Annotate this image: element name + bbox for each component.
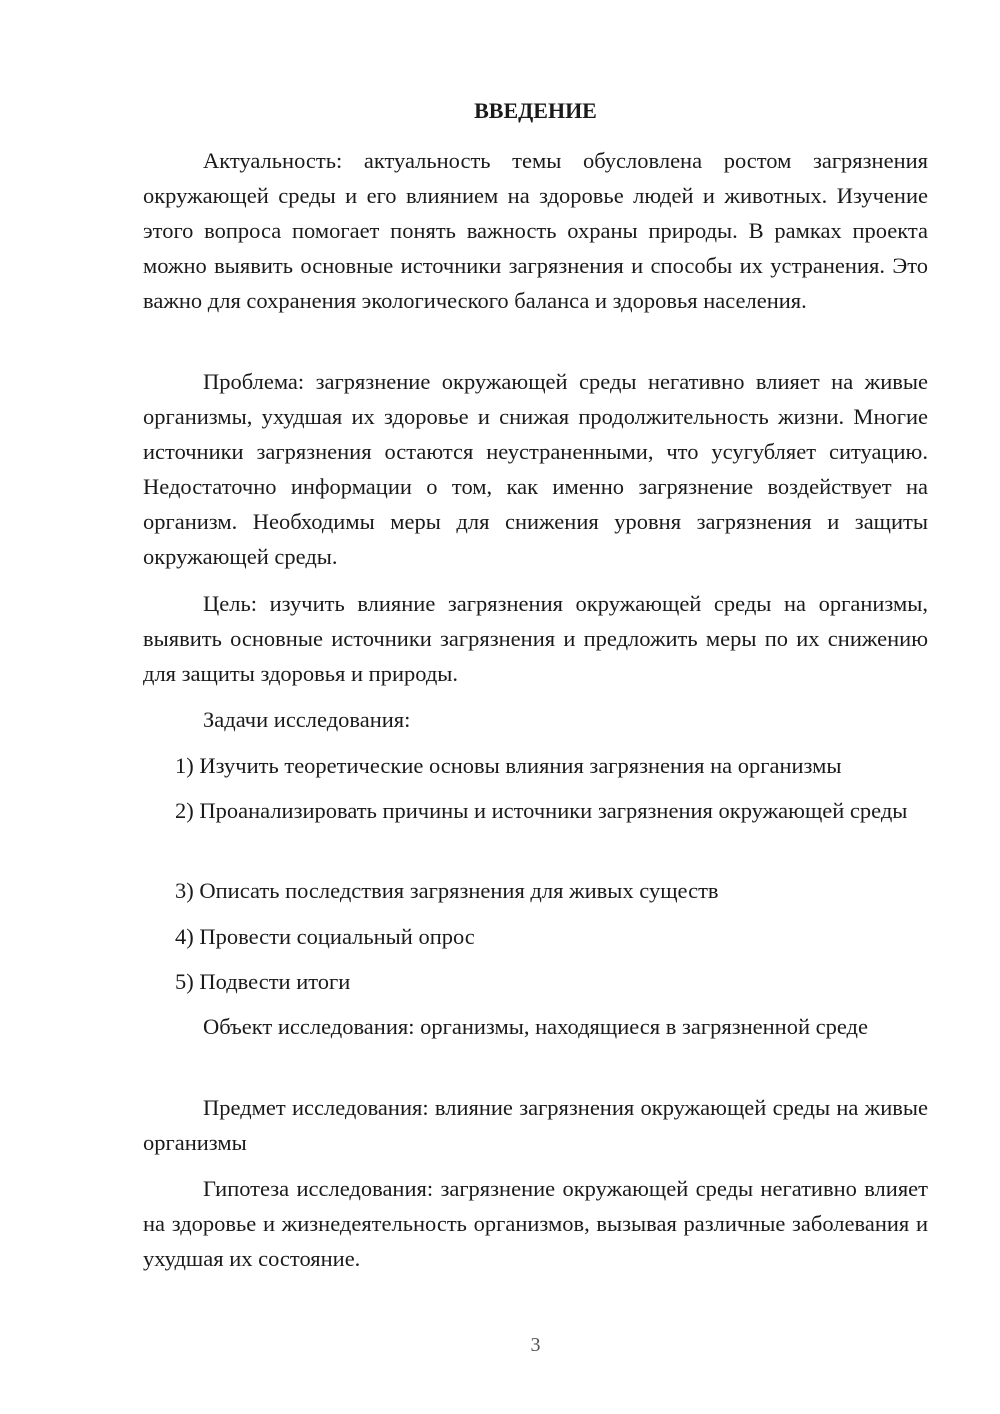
paragraph-problem: Проблема: загрязнение окружающей среды негативно влияет на живые организмы, ухудшая их здоровье и снижая продолжительность жизни. Многие источники загрязнения остаются неустраненными, что усугубляет ситуацию. Недостаточно информации о том, как именно загрязнение воздействует на организм. Необходимы меры для снижения уровня загрязнения и защиты окружающей среды. (143, 369, 928, 569)
task-item-2: 2) Проанализировать причины и источники загрязнения окружающей среды (175, 798, 908, 823)
paragraph-relevance: Актуальность: актуальность темы обусловлена ростом загрязнения окружающей среды и его влиянием на здоровье людей и животных. Изучение этого вопроса помогает понять важность охраны природы. В рамках проекта можно выявить основные источники загрязнения и способы их устранения. Это важно для сохранения экологического баланса и здоровья населения. (143, 148, 928, 313)
document-page (143, 0, 928, 1414)
paragraph-subject: Предмет исследования: влияние загрязнения окружающей среды на живые организмы (143, 1095, 928, 1155)
page-number: 3 (530, 1334, 541, 1356)
task-item-3: 3) Описать последствия загрязнения для живых существ (175, 878, 719, 903)
task-item-1: 1) Изучить теоретические основы влияния загрязнения на организмы (175, 753, 842, 778)
paragraph-object: Объект исследования: организмы, находящиеся в загрязненной среде (203, 1014, 868, 1039)
task-item-5: 5) Подвести итоги (175, 969, 351, 994)
task-item-4: 4) Провести социальный опрос (175, 924, 475, 949)
tasks-heading: Задачи исследования: (203, 707, 411, 732)
page-title: ВВЕДЕНИЕ (474, 98, 597, 123)
paragraph-goal: Цель: изучить влияние загрязнения окружающей среды на организмы, выявить основные источники загрязнения и предложить меры по их снижению для защиты здоровья и природы. (143, 591, 928, 686)
paragraph-hypothesis: Гипотеза исследования: загрязнение окружающей среды негативно влияет на здоровье и жизнедеятельность организмов, вызывая различные заболевания и ухудшая их состояние. (143, 1176, 928, 1271)
